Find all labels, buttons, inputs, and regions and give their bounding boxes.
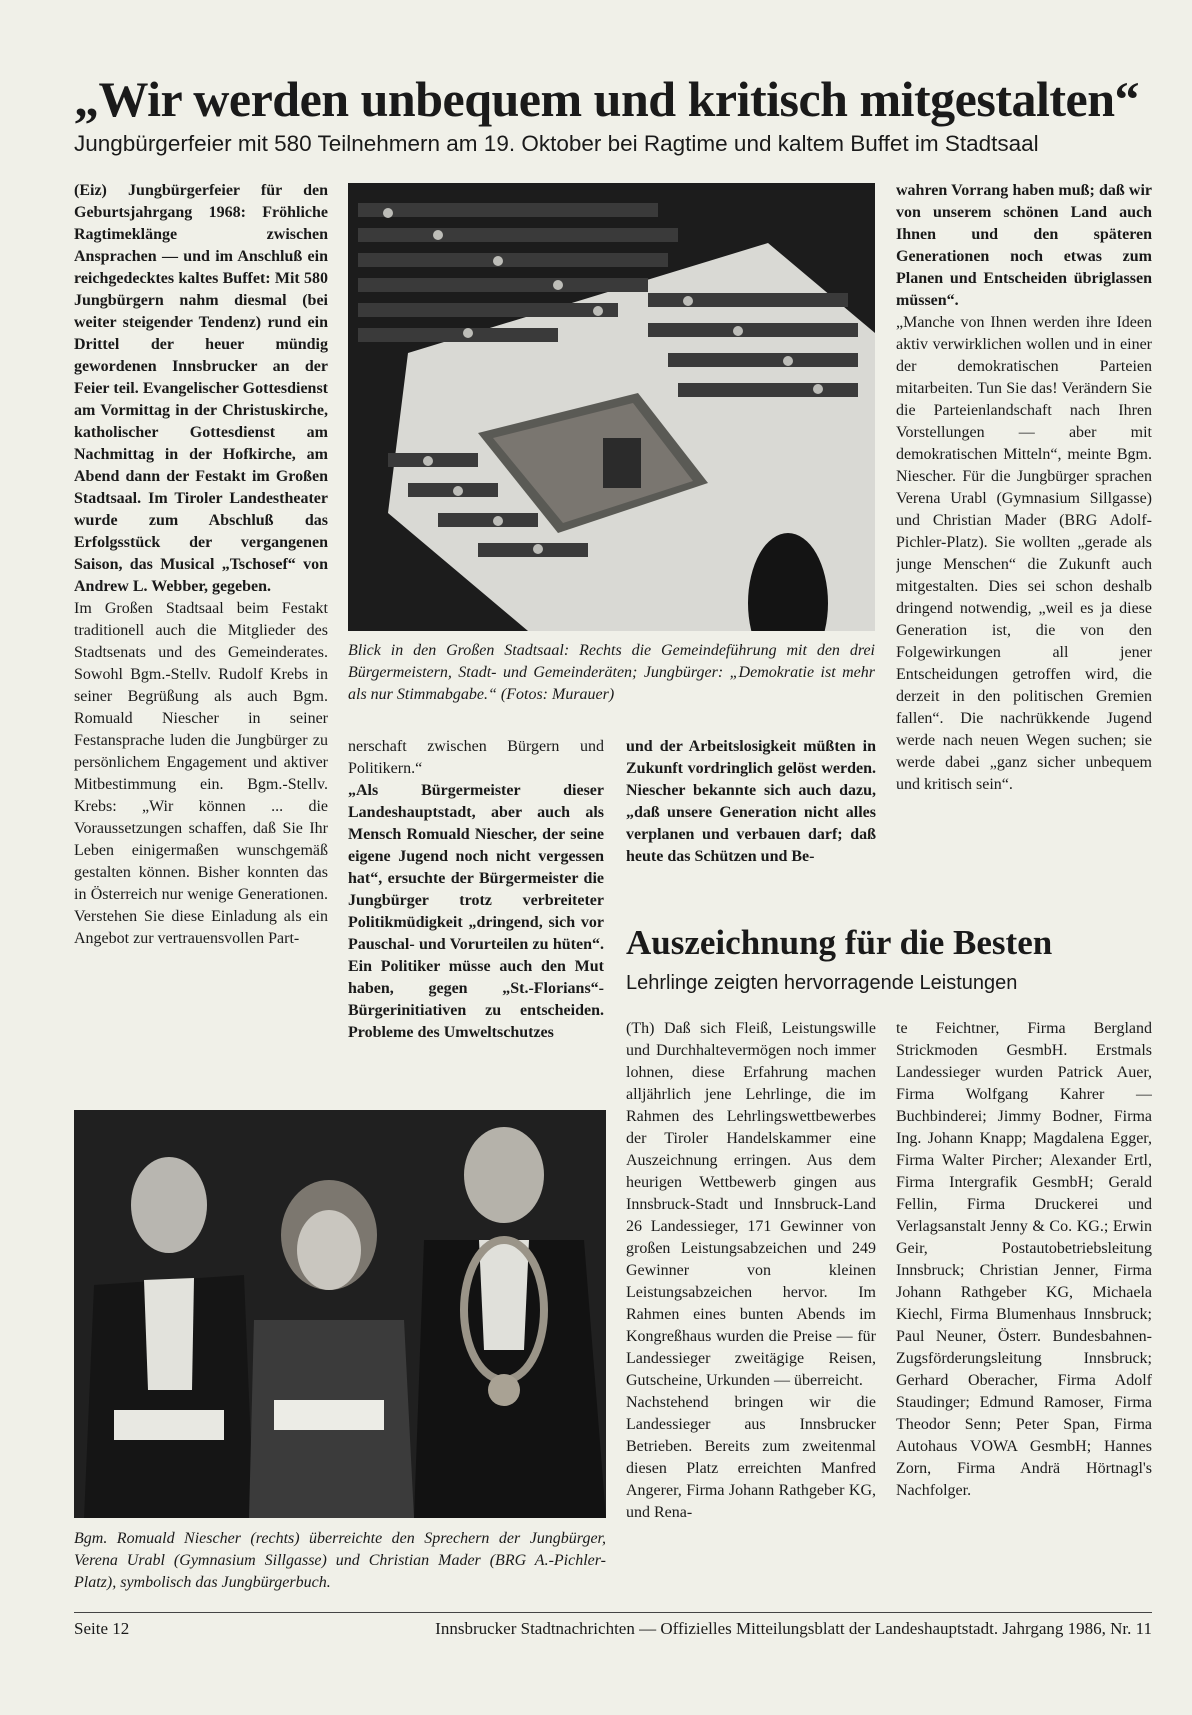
article-lead: (Eiz) Jungbürgerfeier für den Geburtsjahrgang 1968: Fröhliche Ragtimeklänge zwischen Ansprachen — und im Anschluß ein reichgedecktes kaltes Buffet: Mit 580 Jungbürgern nahm diesmal (bei weiter steigender Tendenz) rund ein Drittel der heuer mündig gewordenen Innsbrucker an der Feier teil. Evangelischer Gottesdienst am Vormittag in der Christuskirche, katholischer Gottesdienst am Nachmittag in der Hofkirche, am Abend dann der Festakt im Großen Stadtsaal. Im Tiroler Landestheater wurde zum Abschluß das Erfolgsstück der vergangenen Saison, das Musical „Tschosef“ von Andrew L. Webber, gegeben. (74, 182, 328, 595)
article-column-2 (348, 736, 604, 1092)
subheadline: Jungbürgerfeier mit 580 Teilnehmern am 19. Oktober bei Ragtime und kaltem Buffet im Stadtsaal (74, 131, 1039, 156)
article2-column-1 (626, 1018, 876, 1598)
award-photo (74, 1110, 606, 1518)
footer-divider (74, 1612, 1152, 1613)
headline: „Wir werden unbequem und kritisch mitgestalten“ (74, 71, 1140, 127)
article-column-4 (896, 180, 1152, 900)
page-number: Seite 12 (74, 1619, 130, 1638)
article2-col1-text: (Th) Daß sich Fleiß, Leistungswille und Durchhaltevermögen noch immer lohnen, diese Erfahrung machen alljährlich jene Lehrlinge, die im Rahmen des Lehrlingswettbewerbes der Tiroler Handelskammer eine Auszeichnung erringen. Aus dem heurigen Wettbewerb gingen aus Innsbruck-Stadt und Innsbruck-Land 26 Landessieger, 171 Gewinner von großen Leistungsabzeichen und 249 Gewinner von kleinen Leistungsabzeichen hervor. Im Rahmen eines bunten Abends im Kongreßhaus wurden die Preise — für Landessieger zweitägige Reisen, Gutscheine, Urkunden — überreicht. (626, 1020, 876, 1389)
publication-info: Innsbrucker Stadtnachrichten — Offizielles Mitteilungsblatt der Landeshauptstadt. Jahrgang 1986, Nr. 11 (435, 1619, 1152, 1638)
article-col2-plain: nerschaft zwischen Bürgern und Politikern.“ (348, 738, 604, 777)
article-column-1 (74, 180, 328, 1080)
article2-subheadline: Lehrlinge zeigten hervorragende Leistungen (626, 972, 1018, 994)
photo-caption-2: Bgm. Romuald Niescher (rechts) überreichte den Sprechern der Jungbürger, Verena Urabl (Gymnasium Sillgasse) und Christian Mader (BRG A.-Pichler-Platz), symbolisch das Jungbürgerbuch. (74, 1530, 606, 1591)
article-body-1: Im Großen Stadtsaal beim Festakt traditionell auch die Mitglieder des Stadtsenats und des Gemeinderates. Sowohl Bgm.-Stellv. Rudolf Krebs in seiner Begrüßung als auch Bgm. Romuald Niescher in seiner Festansprache luden die Jungbürger zu persönlichem Engagement und aktiver Mitbestimmung ein. Bgm.-Stellv. Krebs: „Wir können ... die Voraussetzungen schaffen, daß Sie Ihr Leben einigermaßen wunschgemäß gestalten können. Bisher konnten das in Österreich nur wenige Generationen. Verstehen Sie diese Einladung als ein Angebot zur vertrauensvollen Part- (74, 600, 328, 947)
article2-col1-text-b: Nachstehend bringen wir die Landessieger aus Innsbrucker Betrieben. Bereits zum zweitenmal diesen Platz erreichten Manfred Angerer, Firma Johann Rathgeber KG, und Rena- (626, 1394, 876, 1521)
article-col4-body: „Manche von Ihnen werden ihre Ideen aktiv verwirklichen wollen und in einer der demokratischen Parteien mitarbeiten. Tun Sie das! Verändern Sie die Parteienlandschaft nach Ihren Vorstellungen — aber mit demokratischen Mitteln“, meinte Bgm. Niescher. Für die Jungbürger sprachen Verena Urabl (Gymnasium Sillgasse) und Christian Mader (BRG Adolf-Pichler-Platz). Sie wollten „gerade als junge Menschen“ die Zukunft auch mitgestalten. Dies sei schon deshalb dringend notwendig, „weil es ja diese Generation ist, die von den Folgewirkungen all jener Entscheidungen getroffen wird, die derzeit in den politischen Gremien fallen“. Die nachrükkende Jugend werde nach neuen Wegen suchen; sie werde dabei „ganz sicher unbequem und kritisch sein“. (896, 314, 1152, 793)
photo-caption-1: Blick in den Großen Stadtsaal: Rechts die Gemeindeführung mit den drei Bürgermeistern, Stadt- und Gemeinderäten; Jungbürger: „Demokratie ist mehr als nur Stimmabgabe.“ (Fotos: Murauer) (348, 642, 875, 703)
article-col2-bold: „Als Bürgermeister dieser Landeshauptstadt, aber auch als Mensch Romuald Niescher, der seine eigene Jugend noch nicht vergessen hat“, ersuchte der Bürgermeister die Jungbürger trotz verbreiteter Politikmüdigkeit „dringend, sich vor Pauschal- und Vorurteilen zu hüten“. Ein Politiker müsse auch den Mut haben, gegen „St.-Florians“-Bürgerinitiativen zu entscheiden. Probleme des Umweltschutzes (348, 782, 604, 1041)
article-col4-bold: wahren Vorrang haben muß; daß wir von unserem schönen Land auch Ihnen und den späteren Generationen noch etwas zum Planen und Entscheiden übriglassen müssen“. (896, 182, 1152, 309)
article2-column-2: te Feichtner, Firma Bergland Strickmoden GesmbH. Erstmals Landessieger wurden Patrick Auer, Firma Wolfgang Kahrer — Buchbinderei; Jimmy Bodner, Firma Ing. Johann Knapp; Magdalena Egger, Firma Walter Pircher; Alexander Ertl, Firma Intergrafik GesmbH; Gerald Fellin, Firma Druckerei und Verlagsanstalt Jenny & Co. KG.; Erwin Geir, Postautobetriebsleitung Innsbruck; Christian Jenner, Firma Johann Rathgeber KG, Michaela Kiechl, Firma Blumenhaus Innsbruck; Paul Neuner, Österr. Bundesbahnen-Zugsförderungsleitung Innsbruck; Gerhard Oberacher, Firma Adolf Staudinger; Edmund Ramoser, Firma Theodor Senn; Peter Span, Firma Autohaus VOWA GesmbH; Hannes Zorn, Firma Andrä Hörtnagl's Nachfolger. (896, 1020, 1152, 1499)
hall-audience-image (348, 183, 875, 631)
article2-headline: Auszeichnung für die Besten (626, 923, 1053, 962)
article-column-3: und der Arbeitslosigkeit müßten in Zukunft vordringlich gelöst werden. Niescher bekannte sich auch dazu, „daß unsere Generation nicht alles verplanen und verbauen darf; daß heute das Schützen und Be- (626, 738, 876, 865)
stadtsaal-photo (348, 183, 875, 631)
three-people-image (74, 1110, 606, 1518)
